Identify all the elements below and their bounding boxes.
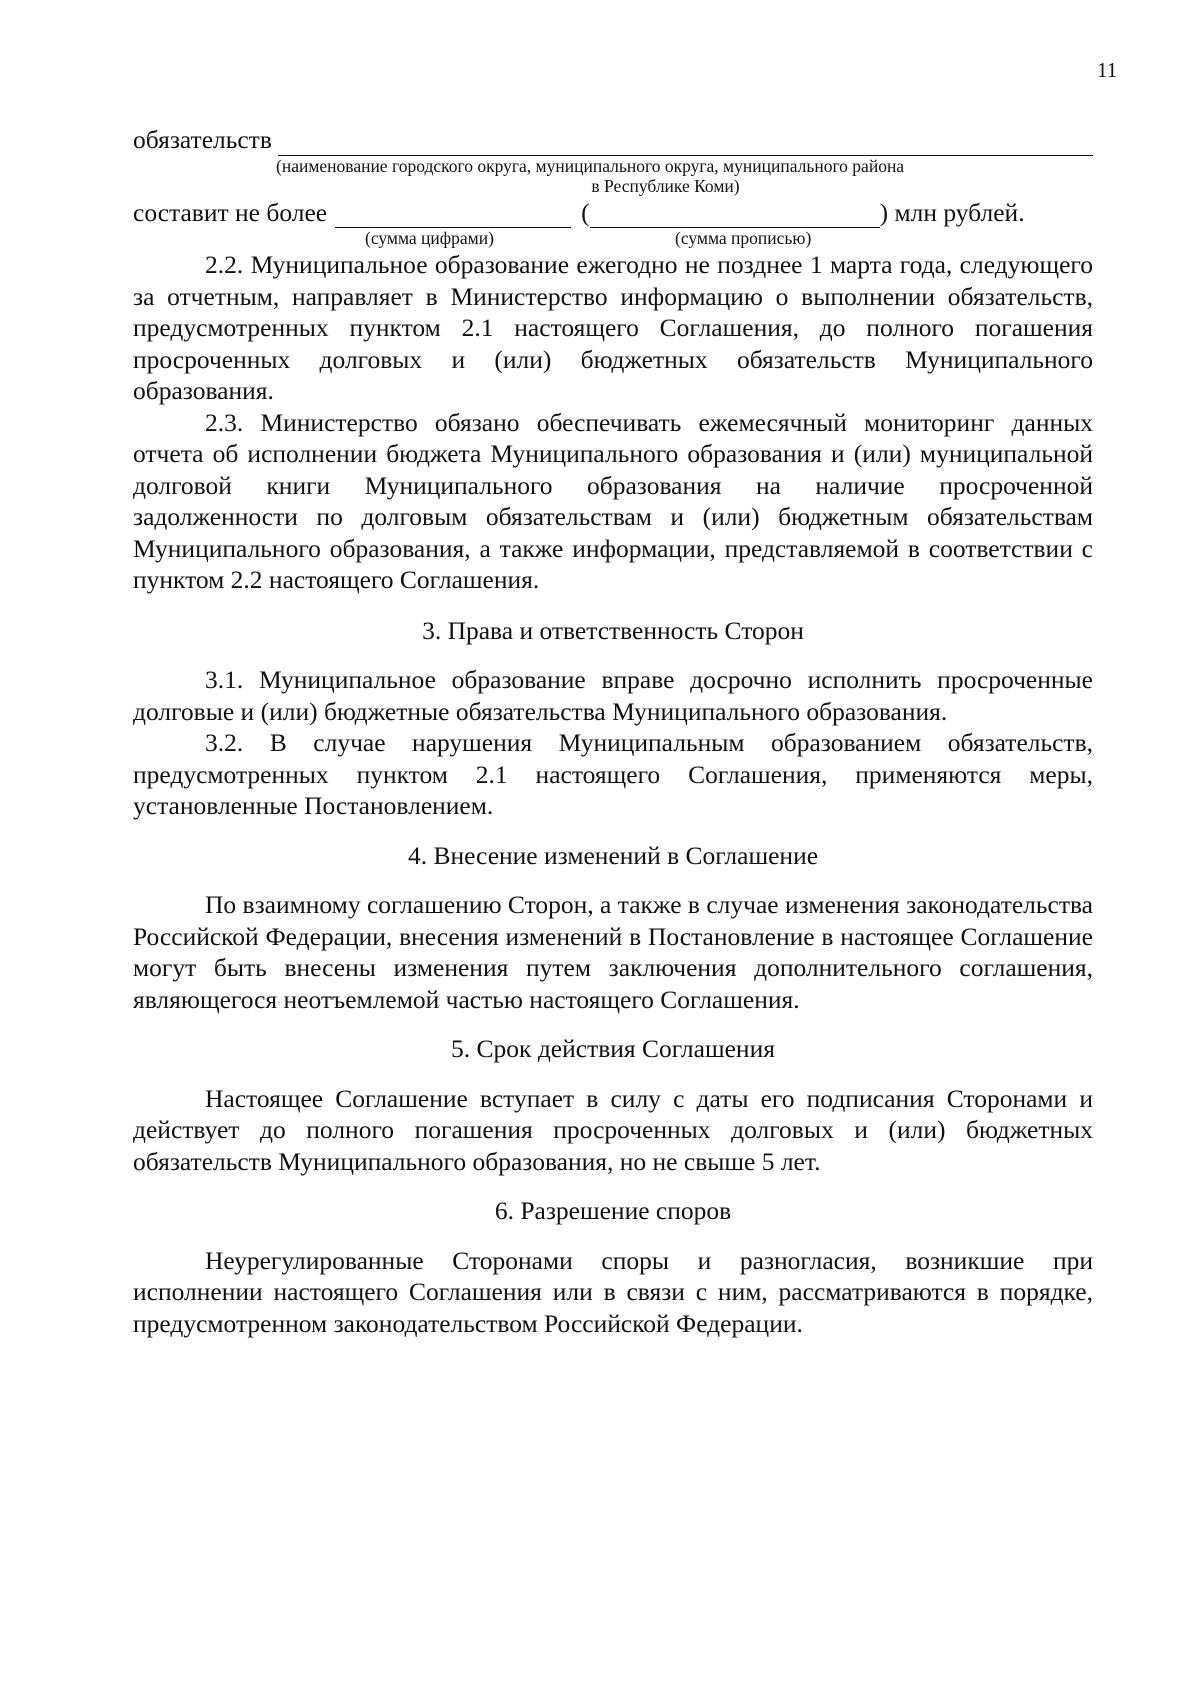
paragraph-2-3: 2.3. Министерство обязано обеспечивать ежемесячный мониторинг данных отчета об исполнении бюджета Муниципального образования и (или) муниципальной долговой книги Муниципального образования на наличие просроченной задолженности по долговым обязательствам и (или) бюджетным обязательствам Муниципального образования, а также информации, представляемой в соответствии с пунктом 2.2 настоящего Соглашения.	[133, 407, 1093, 594]
municipality-name-blank	[278, 129, 1093, 156]
paragraph-3-2: 3.2. В случае нарушения Муниципальным образованием обязательств, предусмотренных пунктом 2.1 настоящего Соглашения, применяются меры, установленные Постановлением.	[133, 728, 1093, 820]
municipality-caption-line2: в Республике Коми)	[591, 175, 740, 196]
heading-section-3: 3. Права и ответственность Сторон	[422, 615, 804, 645]
amount-suffix: ) млн рублей.	[879, 197, 1025, 227]
obligations-word: обязательств	[133, 125, 272, 154]
caption-sum-digits: (сумма цифрами)	[365, 228, 494, 248]
municipality-caption-line1: (наименование городского округа, муниципального округа, муниципального района	[276, 155, 905, 176]
heading-section-5: 5. Срок действия Соглашения	[451, 1034, 775, 1063]
amount-prefix: составит не более	[133, 197, 328, 227]
obligations-row	[133, 124, 1093, 156]
document-body	[133, 124, 1093, 1339]
paragraph-4: По взаимному соглашению Сторон, а также в случае изменения законодательства Российской Федерации, внесения изменений в Постановление в настоящее Соглашение могут быть внесены изменения путем заключения дополнительного соглашения, являющегося неотъемлемой частью настоящего Соглашения.	[133, 890, 1093, 1014]
paragraph-2-2: 2.2. Муниципальное образование ежегодно не позднее 1 марта года, следующего за отчетным, направляет в Министерство информацию о выполнении обязательств, предусмотренных пунктом 2.1 настоящего Соглашения, до полного погашения просроченных долговых и (или) бюджетных обязательств Муниципального образования.	[133, 250, 1093, 405]
caption-sum-words: (сумма прописью)	[675, 228, 812, 248]
paragraph-3-1: 3.1. Муниципальное образование вправе досрочно исполнить просроченные долговые и (или) бюджетные обязательства Муниципального образования.	[133, 665, 1093, 726]
amount-row	[133, 197, 1093, 229]
paragraph-5: Настоящее Соглашение вступает в силу с даты его подписания Сторонами и действует до полного погашения просроченных долговых и (или) бюджетных обязательств Муниципального образования, но не свыше 5 лет.	[133, 1083, 1093, 1176]
heading-section-6: 6. Разрешение споров	[494, 1196, 732, 1225]
amount-digits-blank	[335, 201, 571, 228]
amount-captions	[133, 228, 1093, 249]
amount-words-blank	[590, 201, 880, 228]
paren-open: (	[581, 197, 590, 227]
paragraph-6: Неурегулированные Сторонами споры и разногласия, возникшие при исполнении настоящего Соглашения или в связи с ним, рассматриваются в порядке, предусмотренном законодательством Российской Федерации.	[133, 1245, 1093, 1338]
page-number: 11	[1097, 58, 1118, 82]
heading-section-4: 4. Внесение изменений в Соглашение	[407, 840, 819, 870]
